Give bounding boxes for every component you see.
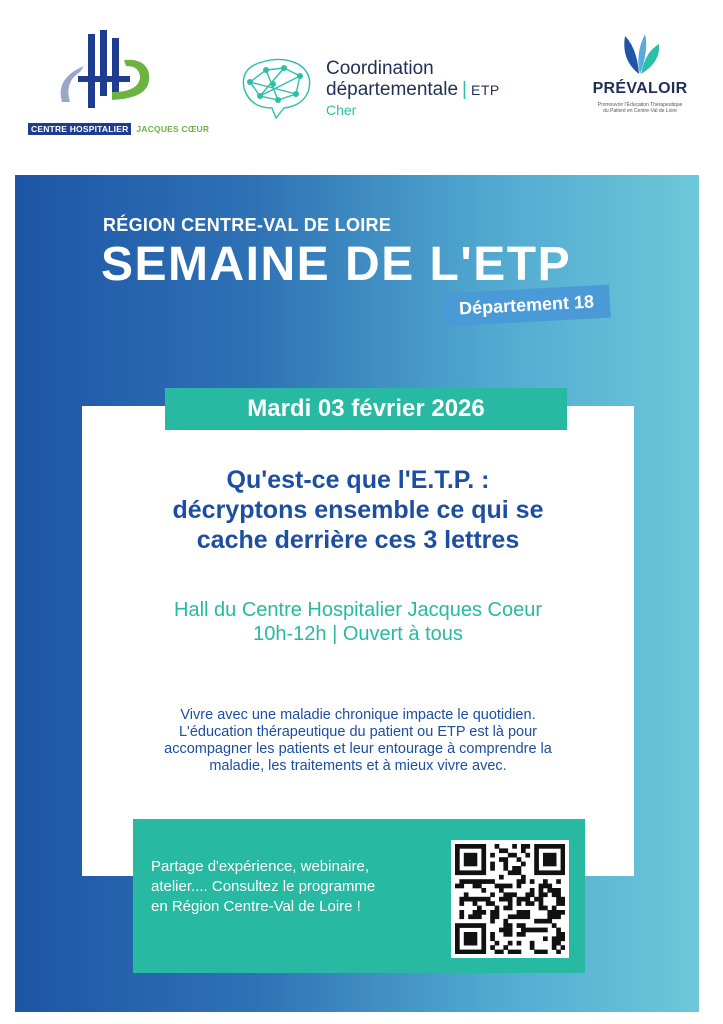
poster-title: SEMAINE DE L'ETP <box>101 238 572 291</box>
hospital-logo <box>28 30 210 140</box>
intro-line: Vivre avec une maladie chronique impacte le quotidien. <box>180 707 536 723</box>
question-line: décryptons ensemble ce qui se <box>172 496 544 524</box>
region-label: RÉGION CENTRE-VAL DE LOIRE <box>103 215 392 235</box>
question-line: Qu'est-ce que l'E.T.P. : <box>226 466 490 494</box>
promo-text <box>151 857 441 917</box>
promo-line: Partage d'expérience, webinaire, <box>151 858 369 875</box>
qr-code[interactable] <box>451 840 569 958</box>
poster <box>15 175 699 1012</box>
intro-text <box>95 707 621 775</box>
brain-network-icon <box>236 54 316 122</box>
coordination-text <box>326 58 500 119</box>
coordination-separator: | <box>462 79 467 100</box>
intro-line: L'éducation thérapeutique du patient ou ETP est là pour <box>178 724 537 740</box>
hospital-name-rest: JACQUES CŒUR <box>136 124 210 134</box>
event-venue <box>95 598 621 646</box>
department-badge: Département 18 <box>442 285 611 327</box>
coordination-line3: Cher <box>326 102 357 118</box>
hospital-name-box: CENTRE HOSPITALIER <box>28 123 131 135</box>
hospital-logo-icon <box>50 30 160 118</box>
coordination-dept: départementale <box>326 79 459 100</box>
question-line: cache derrière ces 3 lettres <box>196 526 520 554</box>
intro-line: maladie, les traitements et à mieux vivre avec. <box>209 758 507 774</box>
venue-hours: 10h-12h | Ouvert à tous <box>253 623 463 645</box>
coordination-line1: Coordination <box>326 58 434 79</box>
coordination-etp: ETP <box>470 82 500 98</box>
promo-line: en Région Centre-Val de Loire ! <box>151 898 361 915</box>
program-promo <box>133 819 585 973</box>
prevaloir-logo <box>585 30 695 130</box>
prevaloir-name: PRÉVALOIR <box>592 80 688 97</box>
coordination-line2 <box>326 79 500 101</box>
date-badge: Mardi 03 février 2026 <box>165 388 567 430</box>
coordination-logo <box>236 52 536 124</box>
butterfly-icon <box>615 30 665 78</box>
logo-bar <box>0 0 723 170</box>
qr-code-icon <box>455 844 565 954</box>
event-question <box>95 465 621 555</box>
prevaloir-tagline: Promouvoir l'Éducation Thérapeutique du Patient en Centre-Val de Loire <box>597 102 683 114</box>
hospital-caption <box>28 124 209 134</box>
intro-line: accompagner les patients et leur entourage à comprendre la <box>164 741 552 757</box>
venue-line: Hall du Centre Hospitalier Jacques Coeur <box>174 599 542 621</box>
promo-line: atelier.... Consultez le programme <box>151 878 376 895</box>
